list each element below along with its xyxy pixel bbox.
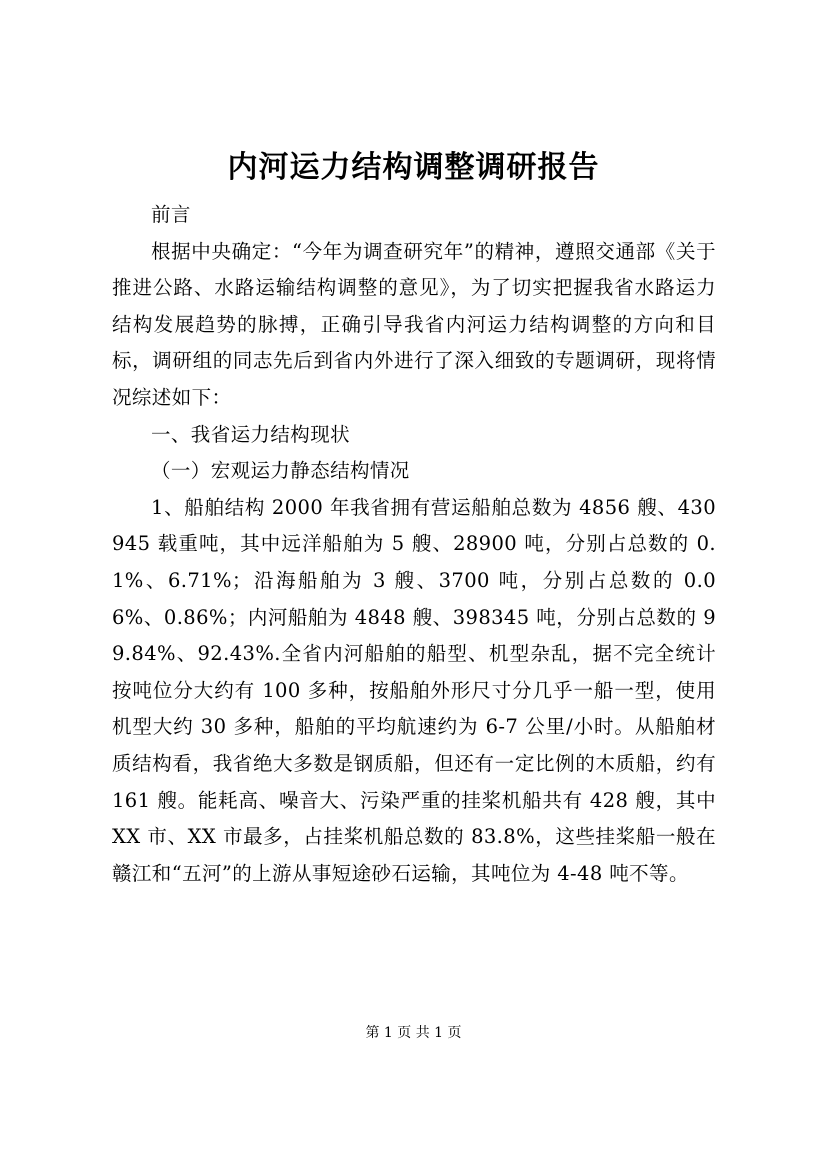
subsection-heading-1: （一）宏观运力静态结构情况 [151,459,410,483]
document-body [112,197,716,892]
paragraph-ship-structure: 1、船舶结构 2000 年我省拥有营运船舶总数为 4856 艘、430945 载重吨，其中远洋船舶为 5 艘、28900 吨，分别占总数的 0.1%、6.71%；沿海船舶为 3 艘、3700 吨，分别占总数的 0.06%、0.86%；内河船舶为 4848 艘、398345 吨，分别占总数的 99.84%、92.43%.全省内河船舶的船型、机型杂乱，据不完全统计按吨位分大约有 100 多种，按船舶外形尺寸分几乎一船一型，使用机型大约 30 多种，船舶的平均航速约为 6-7 公里/小时。从船舶材质结构看，我省绝大多数是钢质船，但还有一定比例的木质船，约有 161 艘。能耗高、噪音大、污染严重的挂桨机船共有 428 艘，其中 XX 市、XX 市最多，占挂桨机船总数的 83.8%，这些挂桨船一般在赣江和“五河”的上游从事短途砂石运输，其吨位为 4-48 吨不等。 [112,495,716,885]
document-title: 内河运力结构调整调研报告 [227,150,600,185]
section-heading-1: 一、我省运力结构现状 [151,422,351,446]
page-number: 第 1 页 共 1 页 [365,1025,462,1041]
paragraph-preface: 前言 [151,203,191,226]
paragraph-intro: 根据中央确定：“今年为调查研究年”的精神，遵照交通部《关于推进公路、水路运输结构调整的意见》，为了切实把握我省水路运力结构发展趋势的脉搏，正确引导我省内河运力结构调整的方向和目标，调研组的同志先后到省内外进行了深入细致的专题调研，现将情况综述如下： [112,239,716,409]
